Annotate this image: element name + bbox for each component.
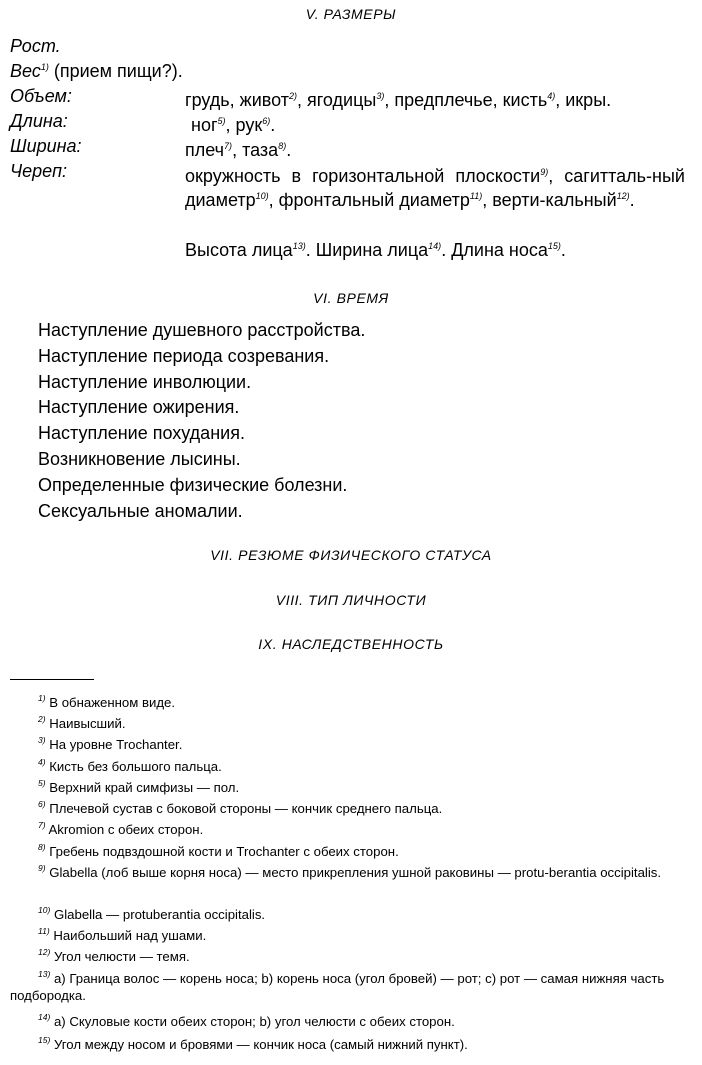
footnote-ref: 3)	[376, 91, 385, 101]
footnote-8	[10, 843, 698, 860]
footnote-6	[10, 800, 698, 817]
footnote-7	[10, 821, 698, 838]
footnote-number: 12)	[38, 947, 51, 957]
footnote-14	[10, 1013, 698, 1030]
footnote-text: Угол челюсти — темя.	[53, 949, 190, 964]
volume-text: грудь, живот	[185, 90, 289, 110]
footnote-text: Glabella — protuberantia occipitalis.	[53, 907, 266, 922]
section-v-heading: V. РАЗМЕРЫ	[305, 6, 397, 22]
face-text: .	[560, 240, 566, 260]
section-viii-heading: VIII. ТИП ЛИЧНОСТИ	[275, 592, 427, 608]
footnote-number: 5)	[38, 778, 46, 788]
footnote-text: В обнаженном виде.	[49, 695, 176, 710]
list-item: Сексуальные аномалии.	[38, 500, 243, 521]
footnote-number: 4)	[38, 757, 46, 767]
footnote-text: Наивысший.	[49, 716, 126, 731]
width-text: плеч	[185, 140, 225, 160]
footnote-text: Верхний край симфизы — пол.	[49, 780, 240, 795]
footnote-text: а) Граница волос — корень носа; b) корень носа (угол бровей) — рот; c) рот — самая нижняя часть подбородка.	[10, 971, 665, 1003]
volume-definition	[185, 88, 697, 112]
footnote-ref: 4)	[547, 91, 556, 101]
footnote-ref: 7)	[224, 141, 233, 151]
skull-definition	[185, 164, 685, 212]
footnote-number: 3)	[38, 735, 46, 745]
face-text: Высота лица	[185, 240, 293, 260]
face-text: . Ширина лица	[305, 240, 429, 260]
footnote-4	[10, 758, 698, 775]
footnote-text: Угол между носом и бровями — кончик носа (самый нижний пункт).	[53, 1037, 468, 1052]
volume-text: , икры.	[555, 90, 612, 110]
list-item: Определенные физические болезни.	[38, 474, 348, 495]
footnote-12	[10, 948, 698, 965]
footnote-ref: 13)	[292, 241, 306, 251]
list-item: Наступление периода созревания.	[38, 345, 330, 366]
footnote-10	[10, 906, 698, 923]
footnote-separator	[10, 679, 94, 680]
section-vii-heading: VII. РЕЗЮМЕ ФИЗИЧЕСКОГО СТАТУСА	[210, 547, 492, 563]
footnote-ref: 12)	[616, 191, 630, 201]
footnote-ref: 1)	[40, 62, 49, 72]
ves-term: Вес	[10, 61, 41, 81]
footnote-ref: 9)	[540, 167, 549, 177]
footnote-ref: 10)	[255, 191, 269, 201]
list-item: Наступление инволюции.	[38, 371, 252, 392]
volume-text: , предплечье, кисть	[384, 90, 548, 110]
footnote-5	[10, 779, 698, 796]
footnote-number: 2)	[38, 714, 46, 724]
ves-note: (прием пищи?).	[48, 61, 183, 81]
footnote-text: Наибольший над ушами.	[53, 928, 207, 943]
footnote-number: 1)	[38, 693, 46, 703]
footnote-ref: 8)	[278, 141, 287, 151]
skull-label: Череп:	[10, 161, 68, 181]
height-label	[10, 34, 61, 58]
footnote-number: 8)	[38, 842, 46, 852]
footnote-text: Плечевой сустав с боковой стороны — кончик среднего пальца.	[49, 801, 443, 816]
footnote-ref: 5)	[217, 116, 226, 126]
footnote-text: Akromion с обеих сторон.	[48, 822, 204, 837]
footnote-number: 9)	[38, 863, 46, 873]
skull-text: .	[629, 190, 635, 210]
footnote-ref: 2)	[288, 91, 297, 101]
width-text: .	[286, 140, 292, 160]
length-text: , рук	[225, 115, 263, 135]
face-text: . Длина носа	[441, 240, 548, 260]
skull-text: , фронтальный диаметр	[268, 190, 470, 210]
footnote-9	[10, 864, 698, 881]
width-text: , таза	[232, 140, 279, 160]
list-item: Наступление ожирения.	[38, 397, 240, 418]
face-measurements	[185, 238, 697, 262]
volume-text: , ягодицы	[297, 90, 377, 110]
footnote-number: 14)	[38, 1012, 51, 1022]
footnote-number: 7)	[38, 820, 46, 830]
footnote-text: Гребень подвздошной кости и Trochanter с обеих сторон.	[49, 844, 399, 859]
section-vi-heading: VI. ВРЕМЯ	[313, 290, 389, 306]
length-label: Длина:	[10, 111, 68, 131]
section-ix-heading: IX. НАСЛЕДСТВЕННОСТЬ	[258, 636, 444, 652]
skull-text: , верти-кальный	[482, 190, 617, 210]
footnote-2	[10, 715, 698, 732]
footnote-text: Кисть без большого пальца.	[49, 759, 222, 774]
footnote-number: 15)	[38, 1035, 51, 1045]
footnote-13	[10, 970, 698, 1004]
skull-text: окружность в горизонтальной плоскости	[185, 166, 541, 186]
footnote-text: На уровне Trochanter.	[49, 737, 183, 752]
footnote-3	[10, 736, 698, 753]
footnote-15	[10, 1036, 698, 1053]
list-item: Возникновение лысины.	[38, 448, 241, 469]
footnote-1	[10, 694, 698, 711]
footnote-ref: 6)	[262, 116, 271, 126]
skull-text: , сагитталь-ный диаметр	[185, 166, 685, 210]
footnote-number: 13)	[38, 969, 51, 979]
time-events-list	[38, 318, 365, 524]
volume-label: Объем:	[10, 86, 72, 106]
footnote-11	[10, 927, 698, 944]
list-item: Наступление душевного расстройства.	[38, 320, 366, 340]
rost-term: Рост.	[10, 36, 61, 56]
footnote-ref: 14)	[428, 241, 442, 251]
footnote-ref: 15)	[547, 241, 561, 251]
length-text: ног	[191, 115, 218, 135]
width-definition	[185, 138, 697, 162]
footnote-number: 11)	[38, 926, 50, 936]
length-text: .	[270, 115, 276, 135]
footnote-text: а) Скуловые кости обеих сторон; b) угол челюсти с обеих сторон.	[53, 1014, 455, 1029]
footnote-number: 6)	[38, 799, 46, 809]
footnote-text: Glabella (лоб выше корня носа) — место прикрепления ушной раковины — protu-berantia occipitalis.	[49, 865, 662, 880]
footnote-number: 10)	[38, 905, 51, 915]
weight-line	[10, 59, 183, 83]
list-item: Наступление похудания.	[38, 423, 245, 444]
length-definition	[191, 113, 702, 137]
footnote-ref: 11)	[469, 191, 483, 201]
width-label: Ширина:	[10, 136, 82, 156]
